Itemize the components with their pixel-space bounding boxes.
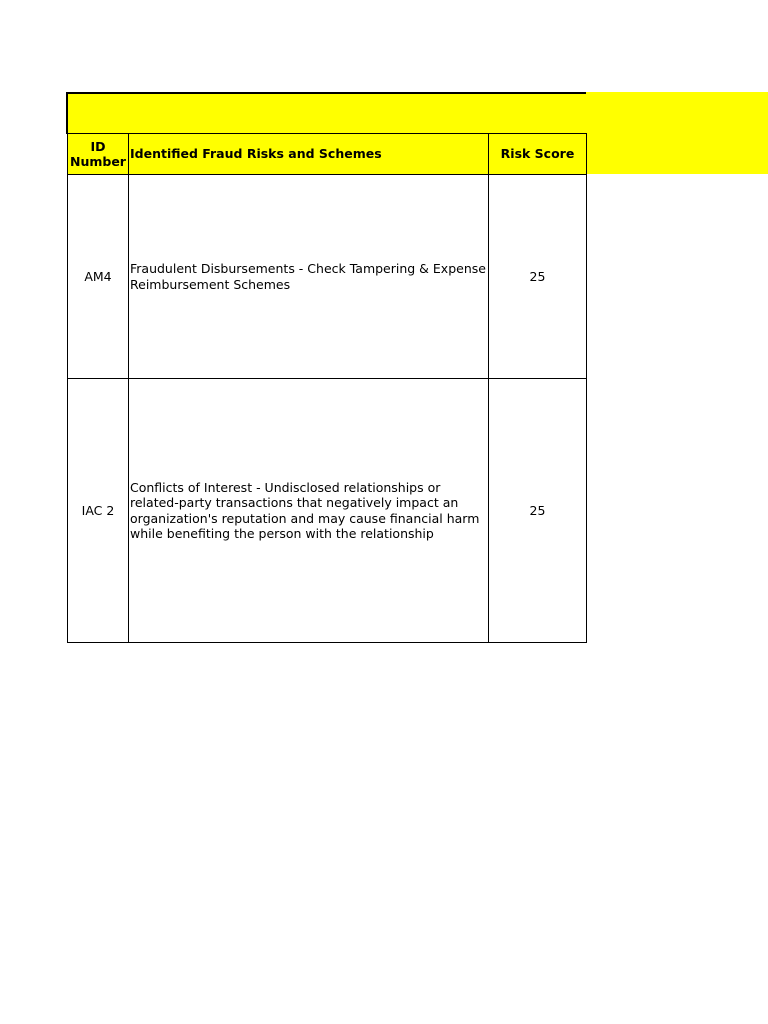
row-risk-score: 25 (489, 175, 587, 379)
table-header-row (68, 134, 587, 175)
header-id-number: ID Number (68, 134, 129, 175)
row-description: Fraudulent Disbursements - Check Tampering & Expense Reimbursement Schemes (129, 175, 489, 379)
row-risk-score: 25 (489, 379, 587, 643)
fraud-risk-table (67, 133, 587, 643)
row-id: AM4 (68, 175, 129, 379)
table-row (68, 175, 587, 379)
row-id: IAC 2 (68, 379, 129, 643)
header-fraud-risks: Identified Fraud Risks and Schemes (129, 134, 489, 175)
header-band-top-border (67, 92, 586, 94)
header-risk-score: Risk Score (489, 134, 587, 175)
header-band-left-border (66, 92, 68, 134)
table-row (68, 379, 587, 643)
row-description: Conflicts of Interest - Undisclosed relationships or related-party transactions that negatively impact an organization's reputation and may cause financial harm while benefiting the person with the relationship (129, 379, 489, 643)
